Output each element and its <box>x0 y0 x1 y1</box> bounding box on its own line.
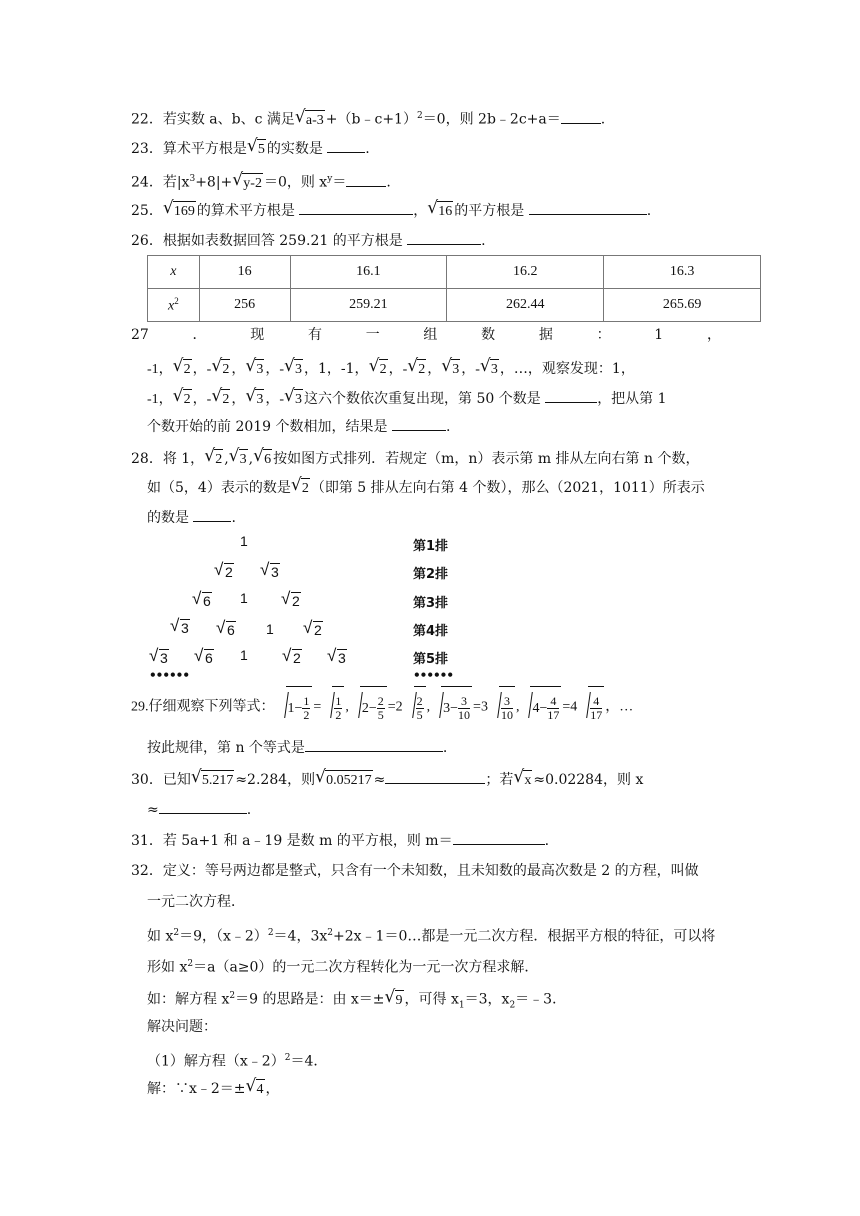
question-29-line-1: 29.仔细观察下列等式： 1− $\frac{1}{2}$ = $\frac{1}{2}$ , 2− $\frac{2}{5}$ =2 $\frac{2}{5}$ , 3− $\frac{3}{10}$ =3 $\frac{3}{10}$ , 4− $\frac{4}{17}$ =4 $\frac{4}{17}$ ，… <box>131 686 633 729</box>
question-28-line-1: 28．将 1，√ 2 ,√ 3 ,√ 6 按如图方式排列．若规定（m，n）表示第 m 排从左向右第 n 个数， <box>131 449 699 470</box>
sqrt-expression: √ y-2 <box>233 173 263 194</box>
answer-blank[interactable] <box>159 799 247 814</box>
question-24: 24．若$|x^3+8|+√$ y-2 ＝0，则 $x^y=$ . <box>131 169 391 194</box>
question-27-line-3: -1，√ 2 ，-√ 2 ，√ 3 ，-√ 3 这六个数依次重复出现，第 50 个数是 ，把从第 1 <box>147 388 667 410</box>
answer-blank[interactable] <box>453 830 545 845</box>
answer-blank[interactable] <box>529 200 647 215</box>
data-table <box>147 255 761 322</box>
table-row: $x^2$ 256 259.21 262.44 265.69 <box>148 289 761 322</box>
question-22: 22．若实数 a、b、c 满足√ a-3 +（b﹣c+1）$^2$＝0，则 2b﹣2c+a＝ . <box>131 106 605 131</box>
answer-blank[interactable] <box>346 172 386 187</box>
answer-blank[interactable] <box>299 200 413 215</box>
question-23: 23．算术平方根是√ 5 的实数是 . <box>131 138 370 160</box>
question-29-line-2: 按此规律，第 n 个等式是 . <box>147 737 447 758</box>
table-row: x 16 16.1 16.2 16.3 <box>148 256 761 289</box>
question-32-line-1: 32．定义：等号两边都是整式，只含有一个未知数，且未知数的最高次数是 2 的方程，叫做 <box>131 863 699 879</box>
sqrt-expression: √ 16 <box>428 201 453 222</box>
sqrt-expression: √ a-3 <box>296 110 325 131</box>
question-32-line-4: 形如 $x^2=a(a\ge 0)$的一元二次方程转化为一元一次方程求解． <box>147 959 539 976</box>
answer-blank[interactable] <box>392 416 446 431</box>
question-31: 31．若 5a+1 和 a﹣19 是数 m 的平方根，则 m＝ . <box>131 830 549 851</box>
question-27-line-1: 27 ． 现 有 一 组 数 据 ： 1 ， <box>131 327 721 343</box>
document-page: 22．若实数 a、b、c 满足√ a-3 +（b﹣c+1）$^2$＝0，则 2b﹣2c+a＝ . 23．算术平方根是√ 5 的实数是 . 24．若$|x^3+8|+√$ y-2 ＝0，则 $x^y=$ . 25．√ 169 的算术平方根是 ，√ 16 的平方根是 . 26．根据如表数据回答 259.21 的平方根是 . x 16 16.1 16.2 16.3 $x^2$ 256 259.21 262.44 265.69 27 ． 现 有 一 组 数 据 ： 1 ， -1，√ 2 ，-√ 2 ，√ 3 ，-√ 3 ，1，-1，√ 2 ，-√ 2 ，√ 3 ，-√ 3 ，…，观察发现：1， -1，√ 2 ，-√ 2 ，√ 3 ，-√ 3 这六个数依次重复出现，第 50 个数是 ，把从第 1 个数开始的前 2019 个数相加，结果是 . 28．将 1，√ 2 ,√ 3 ,√ 6 按如图方式排列．若规定（m，n）表示第 m 排从左向右第 n 个数， 如（5，4）表示的数是√ 2 （即第 5 排从左向右第 4 个数），那么（2021，1011）所表示 的数是 . 1 √ 2 √ 3 √ 6 1 √ 2 √ 3 √ 6 1 √ 2 √ 3 √ 6 1 √ 2 √ 3 •••••• 第1排 第2排 第3排 第4排 第5排 •••••• 29.仔细观察下列等式： 1− $\frac{1}{2}$ = $\frac{1}{2}$ , 2− $\frac{2}{5}$ =2 $\frac{2}{5}$ , 3− $\frac{3}{10}$ =3 $\frac{3}{10}$ , 4− $\frac{4}{17}$ =4 $\frac{4}{17}$ ，… 按此规律，第 n 个等式是 . 30．已知√ 5.217 ≈2.284，则√ 0.05217 ≈ ；若√ x ≈0.02284，则 x ≈ . 31．若 5a+1 和 a﹣19 是数 m 的平方根，则 m＝ . 32．定义：等号两边都是整式，只含有一个未知数，且未知数的最高次数是 2 的方程，叫做 一元二次方程． 如 $x^2=9$，（x﹣2）$^2$＝4，$3x^2+2x﹣1=0\dots$都是一元二次方程．根据平方根的特征，可以将 形如 $x^2=a(a\ge 0)$的一元二次方程转化为一元一次方程求解． 如：解方程 $x^2=9$ 的思路是：由 x＝±√ 9 ，可得 $x_1=3$，$x_2=﹣3$． 解决问题： （1）解方程（x﹣2）$^2$＝4． 解：∵x﹣2＝±√ 4 ， <box>0 0 860 1216</box>
question-30-line-1: 30．已知√ 5.217 ≈2.284，则√ 0.05217 ≈ ；若√ x ≈0.02284，则 x <box>131 769 643 791</box>
answer-blank[interactable] <box>193 507 231 522</box>
question-27-line-4: 个数开始的前 2019 个数相加，结果是 . <box>147 416 450 437</box>
sqrt-expression: √ 169 <box>164 201 196 222</box>
answer-blank[interactable] <box>561 109 601 124</box>
question-32-line-3: 如 $x^2=9$，（x﹣2）$^2$＝4，$3x^2+2x﹣1=0\dots$都是一元二次方程．根据平方根的特征，可以将 <box>147 928 716 945</box>
answer-blank[interactable] <box>545 388 597 403</box>
question-28-line-3: 的数是 . <box>147 507 236 528</box>
question-30-line-2: ≈ . <box>147 799 251 820</box>
question-32-line-7: （1）解方程（x﹣2）$^2$＝4． <box>147 1053 328 1070</box>
answer-blank[interactable] <box>385 769 485 784</box>
answer-blank[interactable] <box>407 230 481 245</box>
question-32-line-5: 如：解方程 $x^2=9$ 的思路是：由 x＝±√ 9 ，可得 $x_1=3$，$x_2=﹣3$． <box>147 986 566 1015</box>
question-32-line-8: 解：∵x﹣2＝±√ 4 ， <box>147 1079 280 1100</box>
question-32-line-6: 解决问题： <box>147 1019 217 1035</box>
question-28-line-2: 如（5，4）表示的数是√ 2 （即第 5 排从左向右第 4 个数），那么（2021，1011）所表示 <box>147 478 705 499</box>
sqrt-expression: √ 5 <box>248 139 266 160</box>
question-32-line-2: 一元二次方程． <box>147 894 245 910</box>
answer-blank[interactable] <box>305 737 443 752</box>
answer-blank[interactable] <box>327 138 365 153</box>
question-26: 26．根据如表数据回答 259.21 的平方根是 . <box>131 230 486 251</box>
question-27-line-2: -1，√ 2 ，-√ 2 ，√ 3 ，-√ 3 ，1，-1，√ 2 ，-√ 2 ，√ 3 ，-√ 3 ，…，观察发现：1， <box>147 359 635 380</box>
question-25: 25．√ 169 的算术平方根是 ，√ 16 的平方根是 . <box>131 200 651 222</box>
